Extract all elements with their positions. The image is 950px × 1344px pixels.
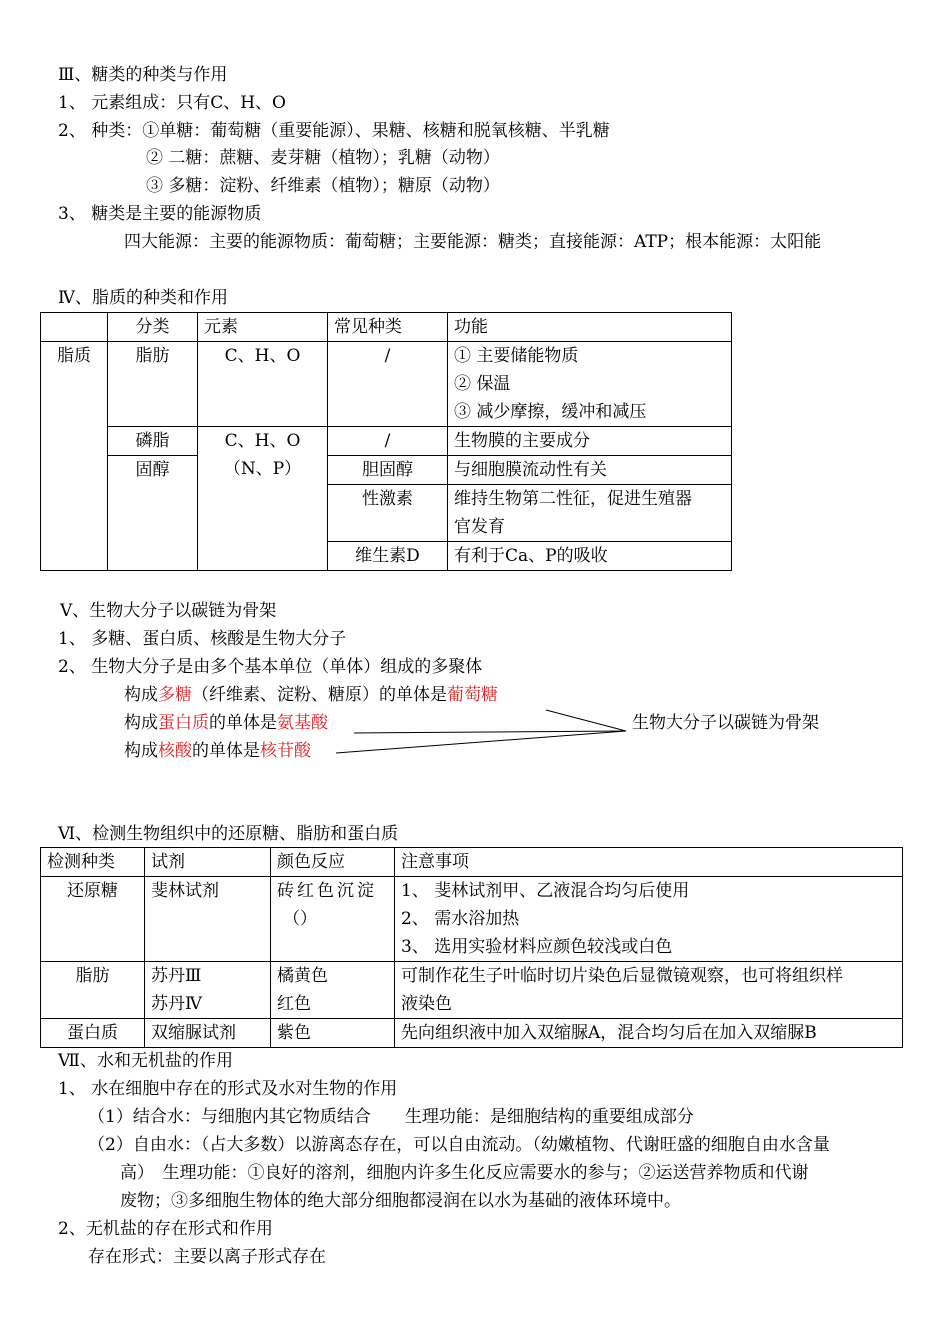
highlight-term: 核苷酸 [260,741,311,761]
s7-line-5: 废物；③多细胞生物体的绝大部分细胞都浸润在以水为基础的液体环境中。 [120,1191,681,1211]
table-cell: 维生素D [328,542,448,571]
table-cell: 性激素 [328,485,448,542]
fat-function-2: ② 保温 [454,374,511,394]
carbon-chain-conclusion: 生物大分子以碳链为骨架 [632,713,819,733]
table-cell: 蛋白质 [41,1019,145,1048]
detection-table [40,847,903,1048]
header-cell: 分类 [108,313,198,342]
s7-line-6: 2、无机盐的存在形式和作用 [58,1219,273,1239]
table-cell: 有利于Ca、P的吸收 [448,542,732,571]
elements-line-1: C、H、O [224,431,301,451]
table-cell: 脂肪 [41,962,145,1019]
table-cell: 斐林试剂 [145,877,271,962]
s7-line-2: （1）结合水：与细胞内其它物质结合 生理功能：是细胞结构的重要组成部分 [88,1107,694,1127]
header-cell: 注意事项 [395,848,903,877]
header-cell: 元素 [198,313,328,342]
header-cell: 检测种类 [41,848,145,877]
table-cell [271,962,395,1019]
header-cell: 功能 [448,313,732,342]
fat-function-1: ① 主要储能物质 [454,346,579,366]
note-line: 液染色 [401,994,452,1014]
row-text: 构成 [124,741,158,761]
table-cell [271,877,395,962]
table-cell [395,962,903,1019]
s5-line-2: 2、 生物大分子是由多个基本单位（单体）组成的多聚体 [58,657,483,677]
table-cell: C、H、O [198,342,328,427]
table-cell: 脂肪 [108,342,198,427]
table-cell: 还原糖 [41,877,145,962]
table-cell: 磷脂 [108,427,198,456]
s3-line-2: 2、 种类：①单糖：葡萄糖（重要能源）、果糖、核糖和脱氧核糖、半乳糖 [58,121,610,141]
highlight-term: 核酸 [158,741,192,761]
reagent-line: 苏丹Ⅳ [151,994,202,1014]
section-4-title: Ⅳ、脂质的种类和作用 [58,288,228,308]
detection-row-sugar [41,877,903,962]
row-text: 的单体是 [209,713,277,733]
header-cell: 常见种类 [328,313,448,342]
row-text: （纤维素、淀粉、糖原）的单体是 [192,685,447,705]
section-7-title: Ⅶ、水和无机盐的作用 [58,1051,233,1071]
s3-line-1: 1、 元素组成：只有C、H、O [58,93,286,113]
s3-line-3: ② 二糖：蔗糖、麦芽糖（植物）；乳糖（动物） [146,148,500,168]
detection-row-protein [41,1019,903,1048]
header-cell: 试剂 [145,848,271,877]
s3-line-6: 四大能源：主要的能源物质：葡萄糖；主要能源：糖类；直接能源：ATP；根本能源：太阳能 [124,232,822,252]
fat-function-3: ③ 减少摩擦，缓冲和减压 [454,402,647,422]
color-line-2: （） [283,909,317,929]
header-cell: 颜色反应 [271,848,395,877]
s5-line-1: 1、 多糖、蛋白质、核酸是生物大分子 [58,629,347,649]
table-cell: 胆固醇 [328,456,448,485]
note-line: 3、 选用实验材料应颜色较浅或白色 [401,937,673,957]
sex-hormone-function-1: 维持生物第二性征，促进生殖器 [454,489,692,509]
row-text: 构成 [124,713,158,733]
color-line: 橘黄色 [277,966,328,986]
table-cell: / [328,427,448,456]
row-text: 的单体是 [192,741,260,761]
table-cell: / [328,342,448,427]
s3-line-4: ③ 多糖：淀粉、纤维素（植物）；糖原（动物） [146,176,500,196]
connector-line [336,731,626,753]
s7-line-7: 存在形式：主要以离子形式存在 [88,1247,326,1267]
detection-row-fat [41,962,903,1019]
table-cell: 与细胞膜流动性有关 [448,456,732,485]
row-text: 构成 [124,685,158,705]
s7-line-4: 高） 生理功能：①良好的溶剂，细胞内许多生化反应需要水的参与；②运送营养物质和代谢 [120,1163,809,1183]
reagent-line: 苏丹Ⅲ [151,966,202,986]
highlight-term: 氨基酸 [277,713,328,733]
table-cell: 先向组织液中加入双缩脲A，混合均匀后在加入双缩脲B [395,1019,903,1048]
note-line: 可制作花生子叶临时切片染色后显微镜观察，也可将组织样 [401,966,843,986]
highlight-term: 葡萄糖 [447,685,498,705]
color-line: 红色 [277,994,311,1014]
elements-line-2: （N、P） [223,459,302,479]
table-cell: 紫色 [271,1019,395,1048]
table-cell: 双缩脲试剂 [145,1019,271,1048]
connector-line [354,731,626,733]
note-line: 2、 需水浴加热 [401,909,520,929]
s7-line-1: 1、 水在细胞中存在的形式及水对生物的作用 [58,1079,398,1099]
table-cell: 固醇 [108,456,198,571]
highlight-term: 蛋白质 [158,713,209,733]
s3-line-5: 3、 糖类是主要的能源物质 [58,204,262,224]
section-5-title: Ⅴ、生物大分子以碳链为骨架 [60,601,277,621]
sex-hormone-function-2: 官发育 [454,517,505,537]
detection-header-row [41,848,903,877]
highlight-term: 多糖 [158,685,192,705]
section-3-title: Ⅲ、糖类的种类与作用 [58,65,228,85]
note-line: 1、 斐林试剂甲、乙液混合均匀后使用 [401,881,690,901]
section-6-title: Ⅵ、检测生物组织中的还原糖、脂肪和蛋白质 [58,824,399,844]
color-line-1: 砖红色沉淀 [277,881,377,901]
table-cell: 生物膜的主要成分 [448,427,732,456]
connector-line [546,710,626,731]
table-cell [145,962,271,1019]
s7-line-3: （2）自由水：（占大多数）以游离态存在，可以自由流动。（幼嫩植物、代谢旺盛的细胞自由水含量 [88,1135,830,1155]
table-cell [395,877,903,962]
lipid-group-cell: 脂质 [41,342,108,571]
